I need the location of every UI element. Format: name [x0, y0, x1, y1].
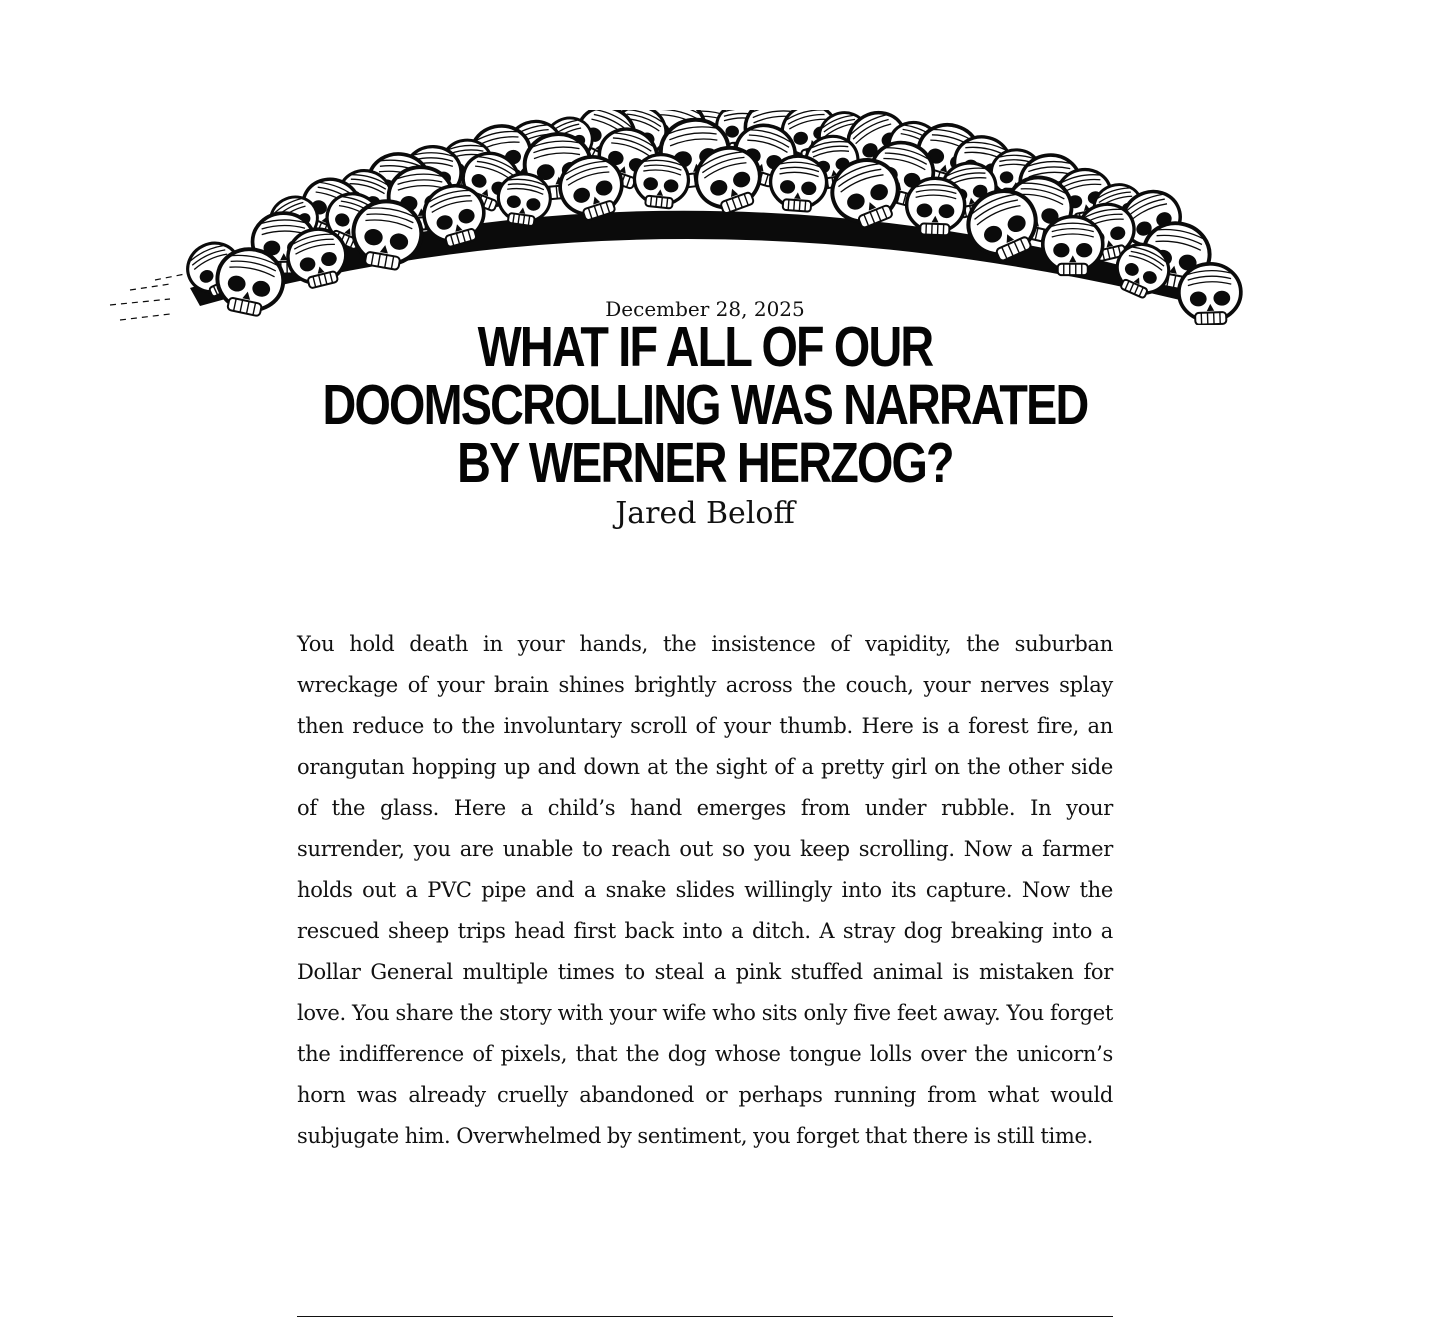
speed-line [155, 274, 185, 280]
skull-icon [769, 154, 829, 212]
skulls-banner-graphic [100, 110, 1260, 325]
article-date: December 28, 2025 [605, 297, 805, 321]
article-author: Jared Beloff [615, 496, 795, 531]
article-body: You hold death in your hands, the insistence of vapidity, the suburban wreckage of your brain shines brightly across the couch, your nerves splay then reduce to the involuntary scroll of your thumb. Here is a forest fire, an orangutan hopping up and down at the sight of a pretty girl on the other side of the glass. Here a child’s hand emerges from under rubble. In your surrender, you are unable to reach out so you keep scrolling. Now a farmer holds out a PVC pipe and a snake slides willingly into its capture. Now the rescued sheep trips head first back into a ditch. A stray dog breaking into a Dollar General multiple times to steal a pink stuffed animal is mistaken for love. You share the story with your wife who sits only five feet away. You forget the indifference of pixels, that the dog whose tongue lolls over the unicorn’s horn was already cruelly abandoned or perhaps running from what would subjugate him. Overwhelmed by sentiment, you forget that there is still time. [297, 632, 1113, 1148]
article-title: WHAT IF ALL OF OUR DOOMSCROLLING WAS NARRATED BY WERNER HERZOG? [322, 315, 1088, 495]
skulls-banner-icon [100, 110, 1260, 325]
divider [297, 1316, 1113, 1317]
speed-line [130, 284, 170, 290]
